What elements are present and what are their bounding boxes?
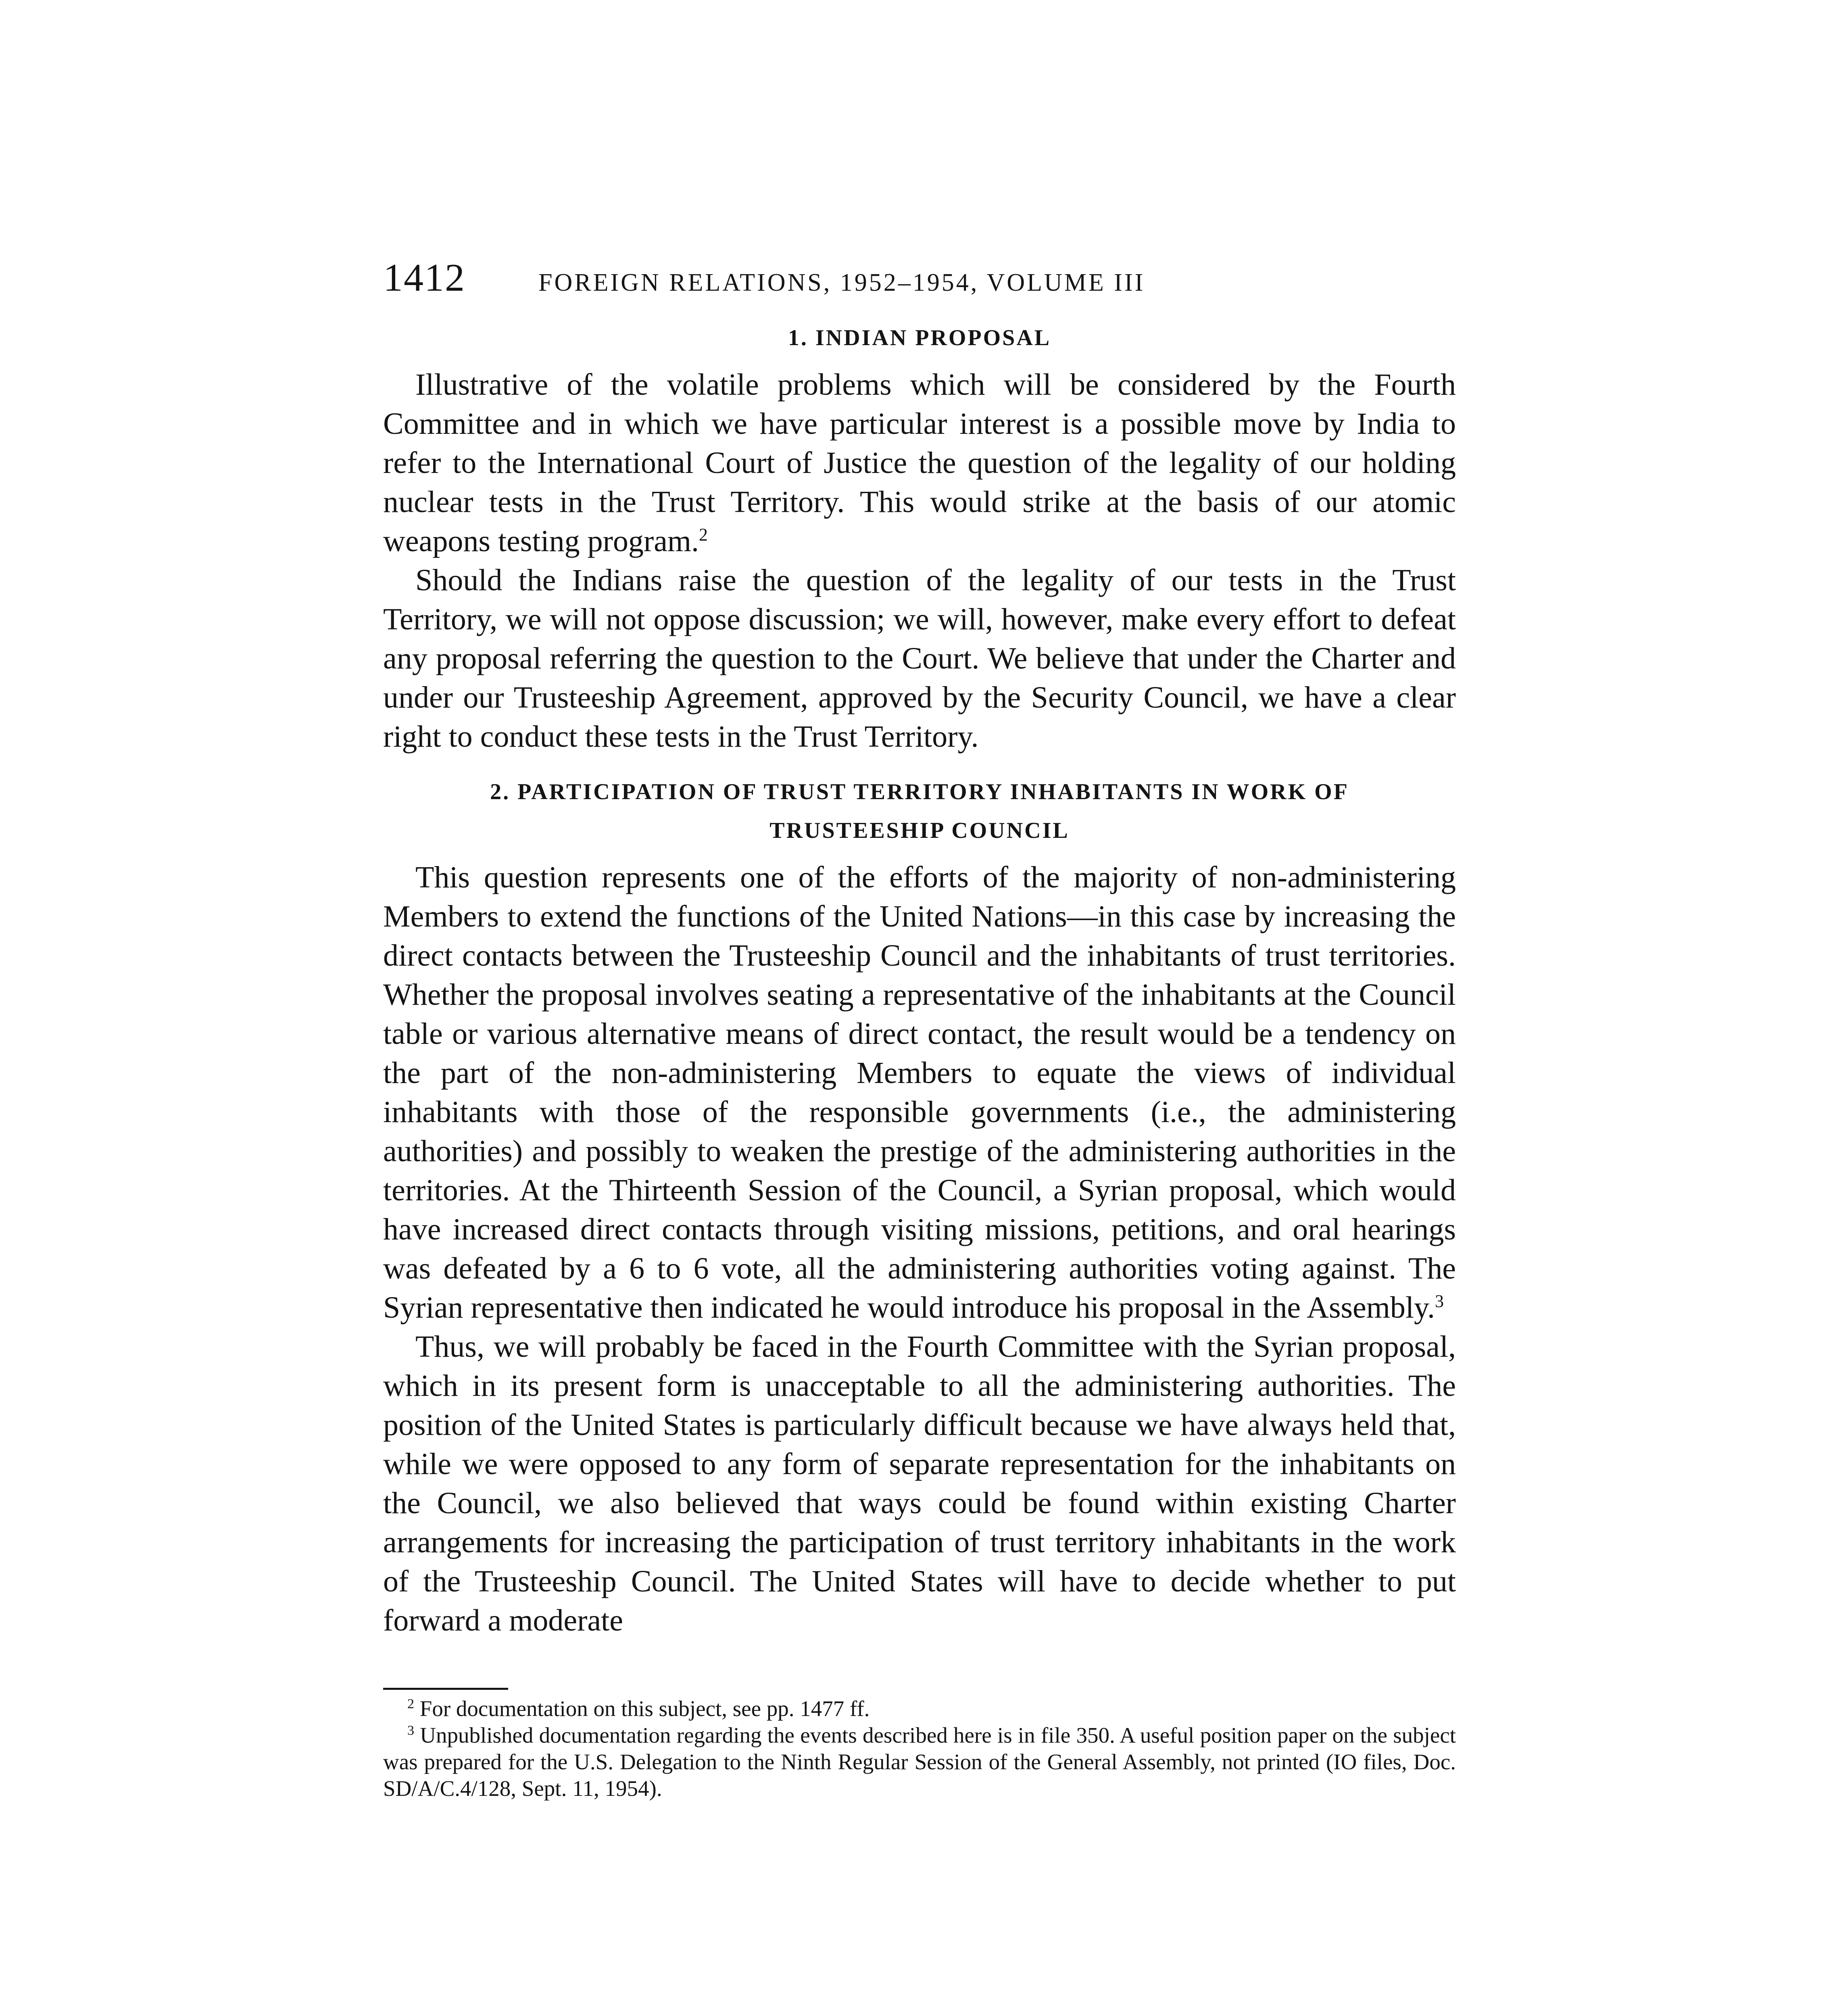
- body-paragraph: [383, 561, 1456, 756]
- page-number: 1412: [383, 256, 465, 300]
- paragraph-text: This question represents one of the efforts of the majority of non-administering Members to extend the functions of the United Nations—in this case by increasing the direct contacts between the Trusteeship Council and the inhabitants of trust territories. Whether the proposal involves seating a representative of the inhabitants at the Council table or various alternative means of direct contact, the result would be a tendency on the part of the non-administering Members to equate the views of individual inhabitants with those of the responsible governments (i.e., the administering authorities) and possibly to weaken the prestige of the administering authorities in the territories. At the Thirteenth Session of the Council, a Syrian proposal, which would have increased direct contacts through visiting missions, petitions, and oral hearings was defeated by a 6 to 6 vote, all the administering authorities voting against. The Syrian representative then indicated he would introduce his proposal in the Assembly.: [383, 860, 1456, 1325]
- section-heading-indian-proposal: 1. INDIAN PROPOSAL: [788, 325, 1051, 350]
- footnote-marker: 3: [407, 1723, 414, 1738]
- paragraph-text: Thus, we will probably be faced in the Fourth Committee with the Syrian proposal, which in its present form is unacceptable to all the administering authorities. The position of the United States is particularly difficult because we have always held that, while we were opposed to any form of separate representation for the inhabitants on the Council, we also believed that ways could be found within existing Charter arrangements for increasing the participation of trust territory inhabitants in the work of the Trusteeship Council. The United States will have to decide whether to put forward a moderate: [383, 1330, 1456, 1637]
- footnote-marker: 2: [407, 1696, 414, 1712]
- footnote-divider: [383, 1688, 508, 1690]
- footnote-reference: 3: [1435, 1291, 1444, 1311]
- footnote-reference: 2: [699, 525, 708, 545]
- paragraph-text: Illustrative of the volatile problems which will be considered by the Fourth Committee and in which we have particular interest is a possible move by India to refer to the International Court of Justice the question of the legality of our holding nuclear tests in the Trust Territory. This would strike at the basis of our atomic weapons testing program.: [383, 368, 1456, 558]
- footnote-text: Unpublished documentation regarding the events described here is in file 350. A useful position paper on the subject was prepared for the U.S. Delegation to the Ninth Regular Session of the General Assembly, not printed (IO files, Doc. SD/A/C.4/128, Sept. 11, 1954).: [383, 1723, 1456, 1801]
- footnote: [383, 1695, 1456, 1722]
- page-header: [383, 258, 1456, 319]
- heading-line-2: TRUSTEESHIP COUNCIL: [769, 818, 1070, 843]
- body-paragraph: [383, 1327, 1456, 1640]
- footnote: [383, 1722, 1456, 1802]
- footnote-text: For documentation on this subject, see pp. 1477 ff.: [419, 1696, 870, 1721]
- running-head: FOREIGN RELATIONS, 1952–1954, VOLUME III: [538, 269, 1145, 296]
- document-page: [383, 258, 1456, 1802]
- heading-line-1: 2. PARTICIPATION OF TRUST TERRITORY INHABITANTS IN WORK OF: [490, 779, 1349, 804]
- paragraph-text: Should the Indians raise the question of the legality of our tests in the Trust Territory, we will not oppose discussion; we will, however, make every effort to defeat any proposal referring the question to the Court. We believe that under the Charter and under our Trusteeship Agreement, approved by the Security Council, we have a clear right to conduct these tests in the Trust Territory.: [383, 563, 1456, 754]
- body-paragraph: [383, 365, 1456, 561]
- body-paragraph: [383, 858, 1456, 1327]
- section-heading-participation: [383, 773, 1456, 850]
